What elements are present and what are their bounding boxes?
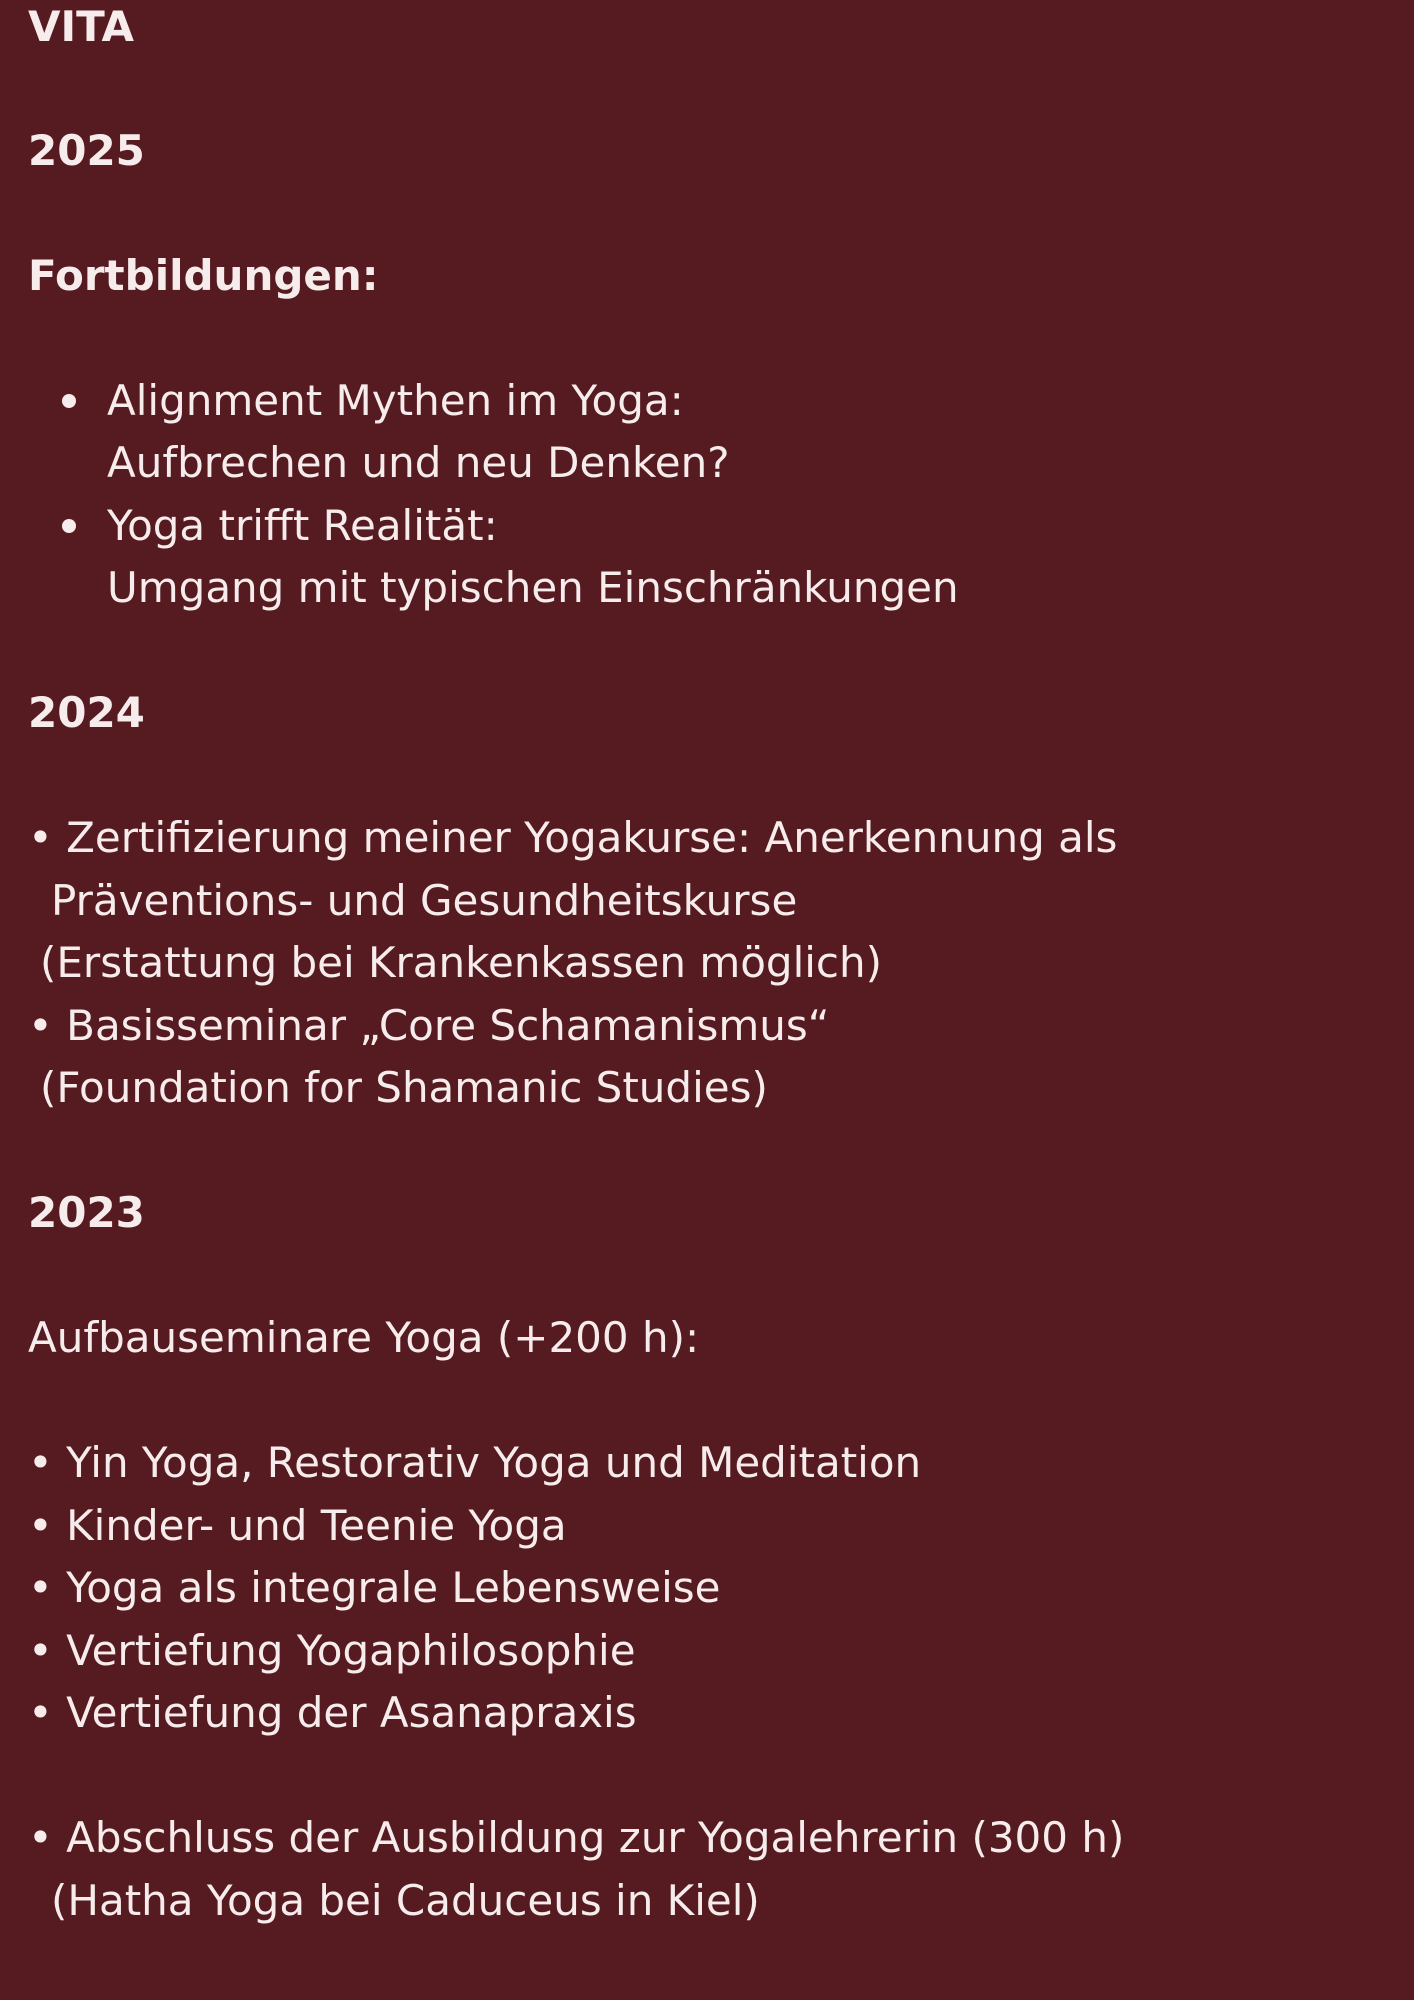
list-item-line: Umgang mit typischen Einschränkungen [107, 563, 959, 612]
year-2025-heading: 2025 [28, 126, 145, 175]
list-item-line: Alignment Mythen im Yoga: [107, 376, 684, 425]
bullet-icon [62, 394, 76, 408]
fortbildungen-heading: Fortbildungen: [28, 251, 379, 300]
list-item: • Vertiefung Yogaphilosophie [28, 1626, 636, 1675]
list-item: • Yin Yoga, Restorativ Yoga und Meditation [28, 1438, 922, 1487]
list-item-line: Yoga trifft Realität: [107, 501, 498, 550]
list-item-line: • Zertifizierung meiner Yogakurse: Anerkennung als [28, 813, 1118, 862]
aufbauseminare-intro: Aufbauseminare Yoga (+200 h): [28, 1313, 700, 1362]
list-item-line: Präventions- und Gesundheitskurse [51, 876, 798, 925]
bullet-icon [62, 519, 76, 533]
list-item-line: • Abschluss der Ausbildung zur Yogalehrerin (300 h) [28, 1813, 1125, 1862]
page-title: VITA [28, 2, 135, 51]
list-item: • Yoga als integrale Lebensweise [28, 1563, 721, 1612]
list-item: • Vertiefung der Asanapraxis [28, 1688, 637, 1737]
list-item: • Kinder- und Teenie Yoga [28, 1501, 567, 1550]
year-2024-heading: 2024 [28, 688, 145, 737]
list-item-line: (Hatha Yoga bei Caduceus in Kiel) [51, 1876, 760, 1925]
list-item-line: (Foundation for Shamanic Studies) [40, 1063, 768, 1112]
list-item-line: Aufbrechen und neu Denken? [107, 438, 730, 487]
year-2023-heading: 2023 [28, 1188, 145, 1237]
list-item-line: • Basisseminar „Core Schamanismus“ [28, 1001, 830, 1050]
list-item-line: (Erstattung bei Krankenkassen möglich) [40, 938, 883, 987]
